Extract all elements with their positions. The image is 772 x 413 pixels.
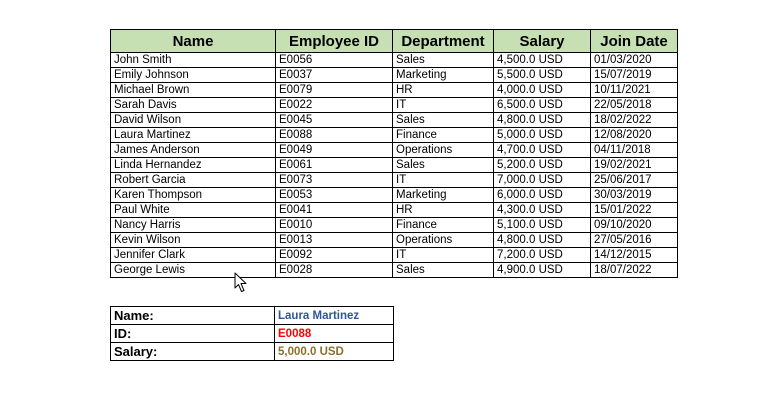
- lookup-name-value[interactable]: Laura Martinez: [275, 307, 394, 325]
- cell-department[interactable]: Sales: [393, 113, 494, 128]
- lookup-id-value[interactable]: E0088: [275, 325, 394, 343]
- cell-name[interactable]: Emily Johnson: [111, 68, 276, 83]
- cell-department[interactable]: IT: [393, 98, 494, 113]
- cell-name[interactable]: Robert Garcia: [111, 173, 276, 188]
- lookup-name-label[interactable]: Name:: [111, 307, 275, 325]
- lookup-salary-value[interactable]: 5,000.0 USD: [275, 343, 394, 361]
- cell-join-date[interactable]: 22/05/2018: [591, 98, 678, 113]
- table-row: [111, 203, 678, 218]
- header-cell-join-date[interactable]: Join Date: [591, 30, 678, 53]
- table-row: [111, 68, 678, 83]
- header-cell-department[interactable]: Department: [393, 30, 494, 53]
- cell-department[interactable]: Sales: [393, 53, 494, 68]
- table-row: [111, 128, 678, 143]
- header-cell-employee-id[interactable]: Employee ID: [276, 30, 393, 53]
- cell-department[interactable]: IT: [393, 248, 494, 263]
- cell-name[interactable]: Jennifer Clark: [111, 248, 276, 263]
- cell-department[interactable]: Operations: [393, 143, 494, 158]
- lookup-salary-label[interactable]: Salary:: [111, 343, 275, 361]
- cell-employee-id[interactable]: E0010: [276, 218, 393, 233]
- table-row: [111, 218, 678, 233]
- cell-name[interactable]: Kevin Wilson: [111, 233, 276, 248]
- cell-department[interactable]: IT: [393, 173, 494, 188]
- cell-join-date[interactable]: 14/12/2015: [591, 248, 678, 263]
- cell-employee-id[interactable]: E0092: [276, 248, 393, 263]
- lookup-row-id: [111, 325, 394, 343]
- table-row: [111, 248, 678, 263]
- cell-join-date[interactable]: 01/03/2020: [591, 53, 678, 68]
- cell-join-date[interactable]: 18/02/2022: [591, 113, 678, 128]
- cell-department[interactable]: Operations: [393, 233, 494, 248]
- cell-salary[interactable]: 4,000.0 USD: [494, 83, 591, 98]
- cell-employee-id[interactable]: E0073: [276, 173, 393, 188]
- cell-salary[interactable]: 5,000.0 USD: [494, 128, 591, 143]
- cell-name[interactable]: Michael Brown: [111, 83, 276, 98]
- cell-name[interactable]: John Smith: [111, 53, 276, 68]
- cell-name[interactable]: Paul White: [111, 203, 276, 218]
- table-row: [111, 143, 678, 158]
- header-cell-name[interactable]: Name: [111, 30, 276, 53]
- cell-join-date[interactable]: 04/11/2018: [591, 143, 678, 158]
- mouse-pointer-icon: [234, 272, 248, 294]
- lookup-panel: [110, 306, 394, 361]
- cell-join-date[interactable]: 19/02/2021: [591, 158, 678, 173]
- cell-name[interactable]: James Anderson: [111, 143, 276, 158]
- header-cell-salary[interactable]: Salary: [494, 30, 591, 53]
- cell-department[interactable]: HR: [393, 83, 494, 98]
- cell-employee-id[interactable]: E0088: [276, 128, 393, 143]
- cell-salary[interactable]: 6,000.0 USD: [494, 188, 591, 203]
- table-row: [111, 83, 678, 98]
- header-row: [111, 30, 678, 53]
- cell-name[interactable]: George Lewis: [111, 263, 276, 278]
- cell-salary[interactable]: 4,900.0 USD: [494, 263, 591, 278]
- cell-department[interactable]: Finance: [393, 128, 494, 143]
- cell-employee-id[interactable]: E0079: [276, 83, 393, 98]
- cell-employee-id[interactable]: E0061: [276, 158, 393, 173]
- cell-name[interactable]: Linda Hernandez: [111, 158, 276, 173]
- cell-salary[interactable]: 5,500.0 USD: [494, 68, 591, 83]
- table-row: [111, 263, 678, 278]
- cell-join-date[interactable]: 27/05/2016: [591, 233, 678, 248]
- cell-department[interactable]: Marketing: [393, 188, 494, 203]
- employee-table-body: [111, 53, 678, 278]
- cell-join-date[interactable]: 18/07/2022: [591, 263, 678, 278]
- cell-salary[interactable]: 7,200.0 USD: [494, 248, 591, 263]
- cell-employee-id[interactable]: E0041: [276, 203, 393, 218]
- lookup-id-label[interactable]: ID:: [111, 325, 275, 343]
- cell-join-date[interactable]: 15/01/2022: [591, 203, 678, 218]
- table-row: [111, 158, 678, 173]
- cell-join-date[interactable]: 15/07/2019: [591, 68, 678, 83]
- table-row: [111, 53, 678, 68]
- cell-department[interactable]: HR: [393, 203, 494, 218]
- cell-salary[interactable]: 7,000.0 USD: [494, 173, 591, 188]
- cell-name[interactable]: Laura Martinez: [111, 128, 276, 143]
- table-row: [111, 188, 678, 203]
- cell-join-date[interactable]: 10/11/2021: [591, 83, 678, 98]
- cell-department[interactable]: Finance: [393, 218, 494, 233]
- cell-salary[interactable]: 4,300.0 USD: [494, 203, 591, 218]
- cell-salary[interactable]: 5,200.0 USD: [494, 158, 591, 173]
- table-row: [111, 98, 678, 113]
- cell-employee-id[interactable]: E0028: [276, 263, 393, 278]
- cell-employee-id[interactable]: E0013: [276, 233, 393, 248]
- cell-name[interactable]: Sarah Davis: [111, 98, 276, 113]
- cell-join-date[interactable]: 25/06/2017: [591, 173, 678, 188]
- lookup-row-salary: [111, 343, 394, 361]
- cell-salary[interactable]: 4,800.0 USD: [494, 233, 591, 248]
- table-row: [111, 233, 678, 248]
- cell-department[interactable]: Marketing: [393, 68, 494, 83]
- cell-join-date[interactable]: 30/03/2019: [591, 188, 678, 203]
- cell-employee-id[interactable]: E0045: [276, 113, 393, 128]
- table-row: [111, 173, 678, 188]
- cell-department[interactable]: Sales: [393, 158, 494, 173]
- cell-employee-id[interactable]: E0056: [276, 53, 393, 68]
- lookup-row-name: [111, 307, 394, 325]
- cell-employee-id[interactable]: E0037: [276, 68, 393, 83]
- cell-employee-id[interactable]: E0053: [276, 188, 393, 203]
- cell-department[interactable]: Sales: [393, 263, 494, 278]
- employee-table: [110, 29, 678, 278]
- cell-employee-id[interactable]: E0022: [276, 98, 393, 113]
- cell-name[interactable]: David Wilson: [111, 113, 276, 128]
- cell-salary[interactable]: 6,500.0 USD: [494, 98, 591, 113]
- cell-salary[interactable]: 5,100.0 USD: [494, 218, 591, 233]
- cell-join-date[interactable]: 12/08/2020: [591, 128, 678, 143]
- cell-name[interactable]: Nancy Harris: [111, 218, 276, 233]
- cell-salary[interactable]: 4,700.0 USD: [494, 143, 591, 158]
- cell-salary[interactable]: 4,500.0 USD: [494, 53, 591, 68]
- cell-name[interactable]: Karen Thompson: [111, 188, 276, 203]
- cell-employee-id[interactable]: E0049: [276, 143, 393, 158]
- cell-join-date[interactable]: 09/10/2020: [591, 218, 678, 233]
- table-row: [111, 113, 678, 128]
- cell-salary[interactable]: 4,800.0 USD: [494, 113, 591, 128]
